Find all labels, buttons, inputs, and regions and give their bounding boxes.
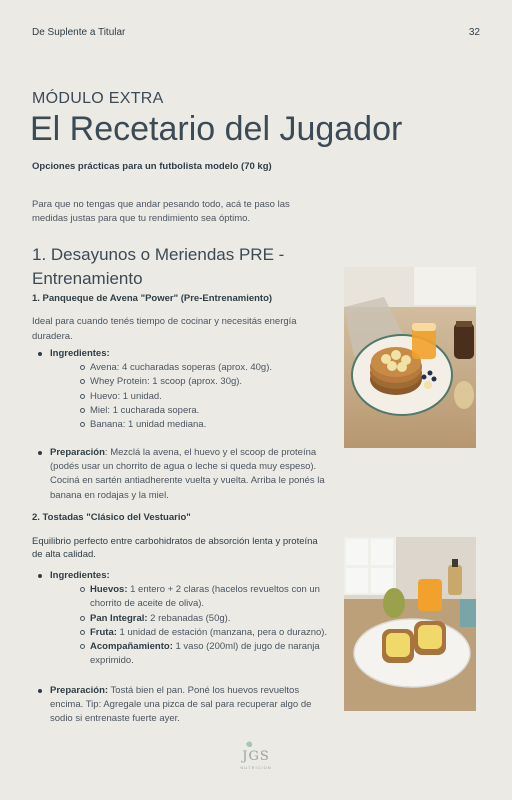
- ingredients-label: Ingredientes:: [50, 348, 110, 359]
- logo-tagline: NUTRICION: [240, 765, 272, 770]
- section-title: 1. Desayunos o Meriendas PRE - Entrenamiento: [32, 245, 285, 288]
- ingredients-item: [38, 569, 334, 668]
- ingredients-label: Ingredientes:: [50, 570, 110, 581]
- ingredient-name: Fruta:: [90, 626, 117, 638]
- ingredient-item: [80, 612, 334, 626]
- jgs-logo: [232, 740, 280, 774]
- recipe2-preparation: [38, 684, 328, 727]
- recipe1-ingredients: [38, 347, 328, 432]
- ingredient-name: Huevos:: [90, 584, 128, 596]
- ingredient-item: [80, 640, 334, 668]
- ingredient-item: Whey Protein: 1 scoop (aprox. 30g).: [80, 375, 328, 389]
- page-number: 32: [468, 27, 480, 38]
- page-title: El Recetario del Jugador: [30, 110, 403, 148]
- preparation-item: [38, 684, 328, 727]
- ingredient-name: Acompañamiento:: [90, 641, 173, 653]
- subtitle: Opciones prácticas para un futbolista modelo (70 kg): [32, 161, 272, 172]
- recipe2-ingredients: [38, 569, 334, 668]
- header-book-title: De Suplente a Titular: [32, 27, 126, 38]
- toast-photo: [344, 537, 476, 711]
- ingredient-item: Miel: 1 cucharada sopera.: [80, 404, 328, 418]
- preparation-text: : Mezclá la avena, el huevo y el scoop de proteína (podés usar un chorrito de agua o leche si queda muy espeso). Cociná en sartén antiadherente vuelta y vuelta. Arriba le ponés la banana en rodajas y la miel.: [50, 447, 325, 501]
- recipe2-title: 2. Tostadas "Clásico del Vestuario": [32, 512, 191, 523]
- pancake-photo: [344, 267, 476, 448]
- preparation-label: Preparación:: [50, 685, 109, 696]
- intro-paragraph: Para que no tengas que andar pesando todo, acá te paso las medidas justas para que tu rendimiento sea óptimo.: [32, 199, 290, 224]
- module-label: MÓDULO EXTRA: [32, 90, 164, 107]
- recipe1-title: 1. Panqueque de Avena "Power" (Pre-Entrenamiento): [32, 293, 273, 304]
- ingredient-detail: 2 rebanadas (50g).: [147, 612, 231, 624]
- ingredient-detail: 1 vaso (200ml) de jugo de naranja exprimido.: [90, 641, 320, 667]
- ingredient-list: [50, 361, 328, 432]
- ingredient-item: Banana: 1 unidad mediana.: [80, 418, 328, 432]
- ingredient-item: Huevo: 1 unidad.: [80, 390, 328, 404]
- ingredients-item: [38, 347, 328, 432]
- preparation-item: [38, 446, 328, 503]
- ingredient-detail: 1 unidad de estación (manzana, pera o durazno).: [116, 626, 328, 638]
- recipe1-description: Ideal para cuando tenés tiempo de cocinar y necesitás energía duradera.: [32, 316, 297, 342]
- ingredient-name: Pan Integral:: [90, 612, 148, 624]
- preparation-label: Preparación: [50, 447, 105, 458]
- ingredient-item: [80, 583, 334, 611]
- ingredient-item: Avena: 4 cucharadas soperas (aprox. 40g).: [80, 361, 328, 375]
- recipe2-description: Equilibrio perfecto entre carbohidratos de absorción lenta y proteína de alta calidad.: [32, 536, 318, 560]
- ingredient-detail: 1 entero + 2 claras (hacelos revueltos con un chorrito de aceite de oliva).: [90, 584, 320, 610]
- ingredient-item: [80, 626, 334, 640]
- ingredient-list: [50, 583, 334, 668]
- preparation-text: Tostá bien el pan. Poné los huevos revueltos encima. Tip: Agregale una pizca de sal para recuperar algo de sodio si entrenaste fuerte ayer.: [50, 685, 312, 725]
- recipe1-preparation: [38, 446, 328, 503]
- logo-text: JGS: [242, 749, 270, 764]
